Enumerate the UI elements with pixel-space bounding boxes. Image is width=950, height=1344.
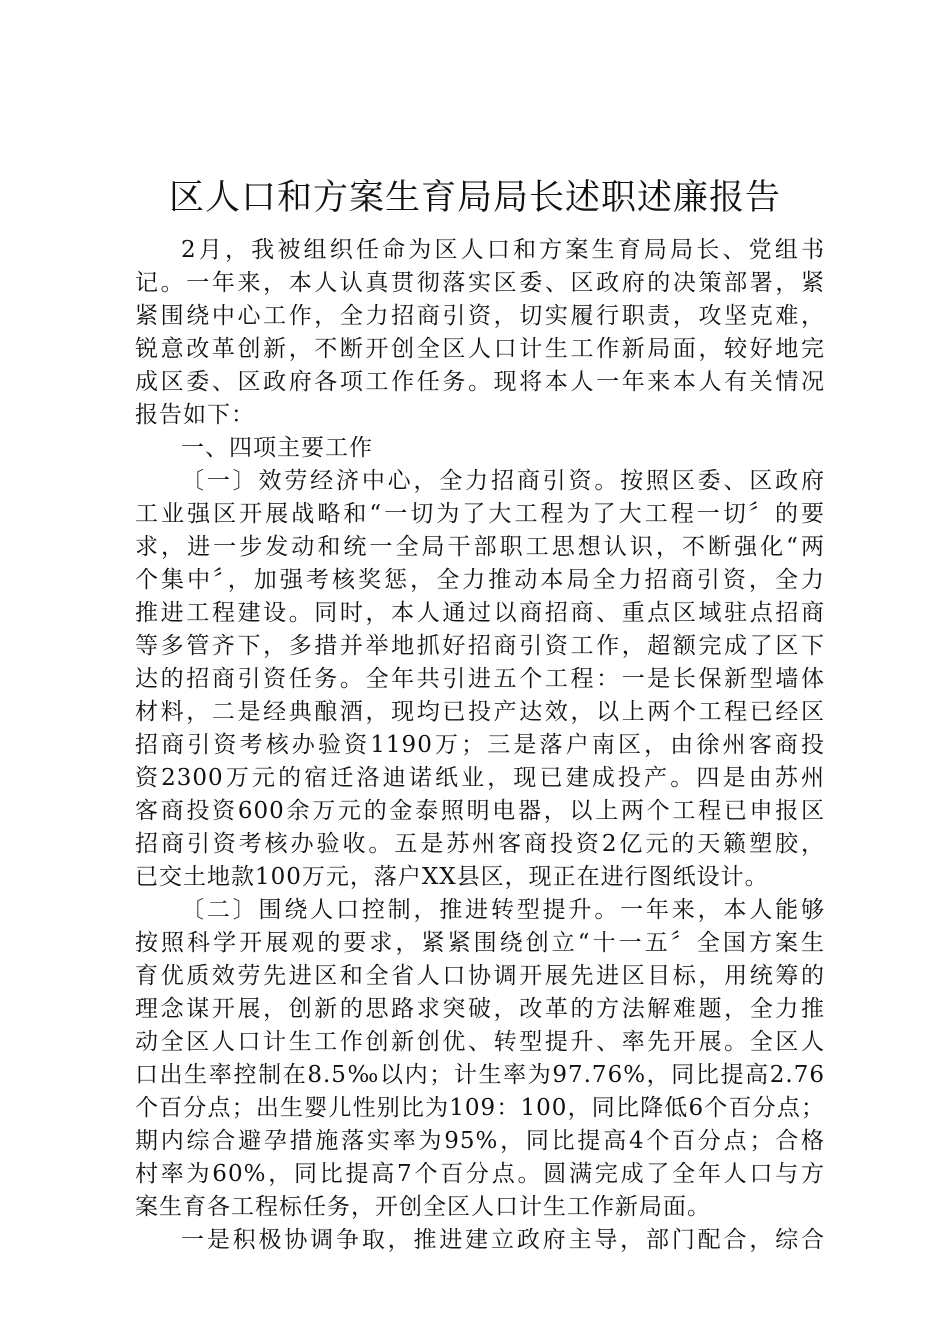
paragraph-line: 工业强区开展战略和“一切为了大工程为了大工程一切〞的要 xyxy=(135,501,825,527)
paragraph-line: 按照科学开展观的要求，紧紧围绕创立“十一五〞全国方案生 xyxy=(135,930,825,956)
paragraph-line: 紧围绕中心工作，全力招商引资，切实履行职责，攻坚克难， xyxy=(135,303,825,329)
paragraph-line: 推进工程建设。同时，本人通过以商招商、重点区域驻点招商 xyxy=(135,600,825,626)
paragraph-line: 〔二〕围绕人口控制，推进转型提升。一年来，本人能够 xyxy=(181,897,825,923)
paragraph-line: 〔一〕效劳经济中心，全力招商引资。按照区委、区政府 xyxy=(181,468,825,494)
paragraph-line: 2月，我被组织任命为区人口和方案生育局局长、党组书 xyxy=(181,237,825,263)
paragraph-line: 一是积极协调争取，推进建立政府主导，部门配合，综合 xyxy=(181,1227,825,1253)
section-heading: 一、四项主要工作 xyxy=(181,435,373,461)
paragraph-line: 客商投资600余万元的金泰照明电器，以上两个工程已申报区 xyxy=(135,798,825,824)
paragraph-line: 达的招商引资任务。全年共引进五个工程：一是长保新型墙体 xyxy=(135,666,825,692)
paragraph-line: 报告如下： xyxy=(135,402,255,428)
paragraph-line: 理念谋开展，创新的思路求突破，改革的方法解难题，全力推 xyxy=(135,996,825,1022)
paragraph-line: 记。一年来，本人认真贯彻落实区委、区政府的决策部署，紧 xyxy=(135,270,825,296)
paragraph-line: 等多管齐下，多措并举地抓好招商引资工作，超额完成了区下 xyxy=(135,633,825,659)
paragraph-line: 口出生率控制在8.5‰以内；计生率为97.76%，同比提高2.76 xyxy=(135,1062,825,1088)
document-title: 区人口和方案生育局局长述职述廉报告 xyxy=(168,178,781,218)
paragraph-line: 求，进一步发动和统一全局干部职工思想认识，不断强化“两 xyxy=(135,534,825,560)
paragraph-line: 招商引资考核办验收。五是苏州客商投资2亿元的天籁塑胶， xyxy=(135,831,825,857)
paragraph-line: 锐意改革创新，不断开创全区人口计生工作新局面，较好地完 xyxy=(135,336,825,362)
paragraph-line: 个百分点；出生婴儿性别比为109：100，同比降低6个百分点； xyxy=(135,1095,825,1121)
paragraph-line: 材料，二是经典酿酒，现均已投产达效，以上两个工程已经区 xyxy=(135,699,825,725)
paragraph-line: 资2300万元的宿迁洛迪诺纸业，现已建成投产。四是由苏州 xyxy=(135,765,825,791)
paragraph-line: 育优质效劳先进区和全省人口协调开展先进区目标，用统筹的 xyxy=(135,963,825,989)
paragraph-line: 案生育各工程标任务，开创全区人口计生工作新局面。 xyxy=(135,1194,711,1220)
paragraph-line: 已交土地款100万元，落户XX县区，现正在进行图纸设计。 xyxy=(135,864,769,890)
paragraph-line: 期内综合避孕措施落实率为95%，同比提高4个百分点；合格 xyxy=(135,1128,825,1154)
paragraph-line: 招商引资考核办验资1190万；三是落户南区，由徐州客商投 xyxy=(135,732,825,758)
paragraph-line: 成区委、区政府各项工作任务。现将本人一年来本人有关情况 xyxy=(135,369,825,395)
document-body xyxy=(135,234,825,1257)
paragraph-line: 个集中〞，加强考核奖惩，全力推动本局全力招商引资，全力 xyxy=(135,567,825,593)
paragraph-line: 动全区人口计生工作创新创优、转型提升、率先开展。全区人 xyxy=(135,1029,825,1055)
paragraph-line: 村率为60%，同比提高7个百分点。圆满完成了全年人口与方 xyxy=(135,1161,825,1187)
